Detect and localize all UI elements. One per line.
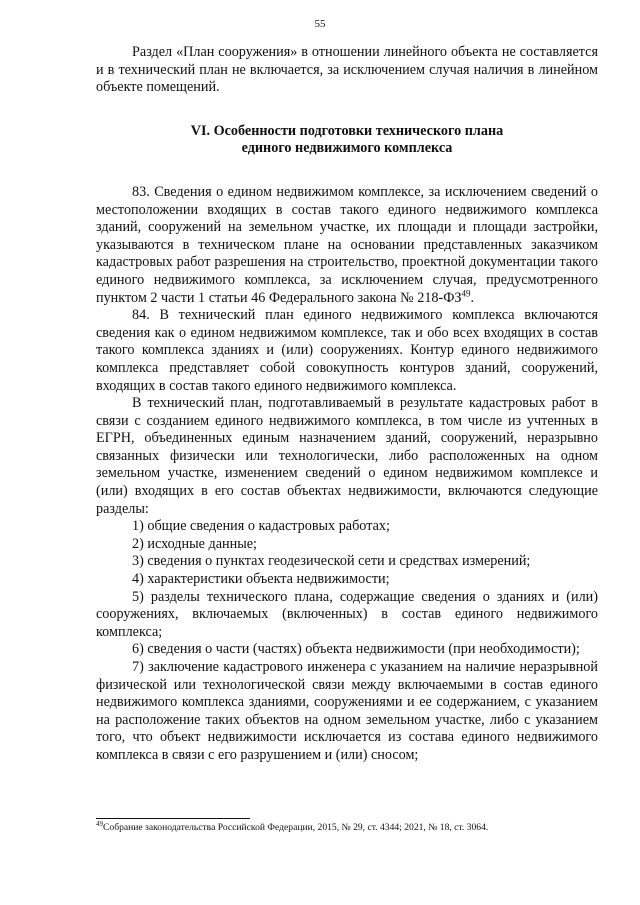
footnote-number: 49 (96, 819, 103, 828)
section-title-line-2: единого недвижимого комплекса (241, 140, 453, 157)
footnote-text: Собрание законодательства Российской Федерации, 2015, № 29, ст. 4344; 2021, № 18, ст. 3064. (103, 822, 489, 833)
list-item-4: 4) характеристики объекта недвижимости; (132, 571, 390, 588)
list-item-7: 7) заключение кадастрового инженера с указанием на наличие неразрывной физической или технологической связи между включаемыми в состав единого недвижимого комплекса зданиями, сооружениями и ее содержанием, с указанием на расположение таких объектов на одном земельном участке, либо с указанием того, что объект недвижимости исключается из состава единого недвижимого комплекса в связи с его разрушением и (или) сносом; (96, 659, 598, 763)
paragraph-83 (96, 184, 598, 307)
footnote-ref-49[interactable]: 49 (461, 287, 471, 298)
list-item-5: 5) разделы технического плана, содержащие сведения о зданиях и (или) сооружениях, включаемых (включенных) в состав единого недвижимого комплекса; (96, 588, 598, 640)
page-body (96, 44, 598, 765)
list-item-2: 2) исходные данные; (132, 535, 257, 552)
section-heading (96, 123, 598, 158)
paragraph-83-text: 83. Сведения о едином недвижимом комплексе, за исключением сведений о местоположении входящих в состав такого единого недвижимого комплекса зданий, сооружений на земельном участке, их площади и площади застройки, указываются в техническом плане на основании представленных заказчиком кадастровых работ разрешения на строительство, проектной документации такого единого недвижимого комплекса, за исключением случая, предусмотренного пунктом 2 части 1 статьи 46 Федерального закона № 218-ФЗ (96, 183, 598, 306)
list-item-3: 3) сведения о пунктах геодезической сети и средствах измерений; (132, 553, 531, 570)
intro-paragraph: Раздел «План сооружения» в отношении линейного объекта не составляется и в технический план не включается, за исключением случая наличия в линейном объекте помещений. (96, 44, 598, 96)
list-item-1: 1) общие сведения о кадастровых работах; (132, 518, 390, 535)
list-item-6: 6) сведения о части (частях) объекта недвижимости (при необходимости); (132, 641, 580, 658)
footnote-divider (96, 818, 250, 819)
footnote (96, 819, 598, 834)
paragraph-84: 84. В технический план единого недвижимого комплекса включаются сведения как о едином недвижимом комплексе, так и обо всех входящих в состав такого комплекса зданиях и (или) сооружениях. Контур единого недвижимого комплекса представляет собой совокупность контуров зданий, сооружений, входящих в состав такого единого недвижимого комплекса. (96, 307, 598, 394)
paragraph-83-end: . (470, 289, 475, 306)
page-number: 55 (314, 18, 326, 30)
section-title-line-1: VI. Особенности подготовки технического плана (190, 122, 504, 139)
paragraph-sections-intro: В технический план, подготавливаемый в результате кадастровых работ в связи с созданием единого недвижимого комплекса, в том числе из учтенных в ЕГРН, объединенных единым назначением зданий, сооружений, неразрывно связанных физически или технологически, либо расположенных на одном земельном участке, изменением сведений о едином недвижимом комплексе и (или) входящих в его состав объектах недвижимости, включаются следующие разделы: (96, 395, 598, 517)
